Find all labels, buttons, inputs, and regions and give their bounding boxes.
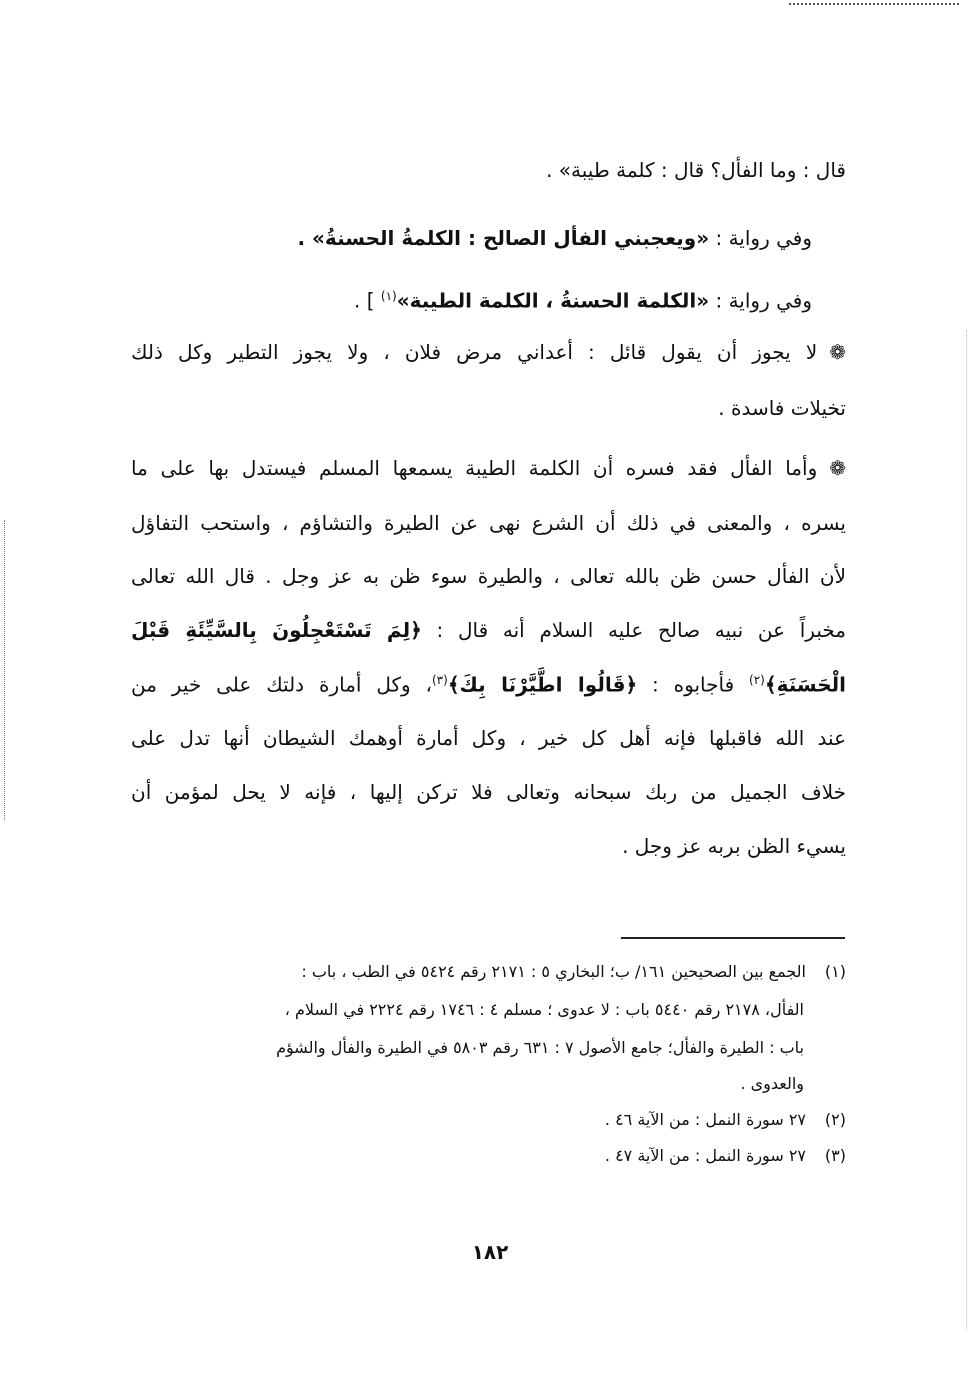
footnote-1-line-2 <box>285 1002 804 1018</box>
paragraph-text: فأجابوه : <box>637 672 750 697</box>
footnote-ref-1: (١) <box>380 289 397 303</box>
paragraph-text: عند الله فاقبلها فإنه أهل كل خير ، وكل أمارة أوهمك الشيطان أنها تدل على <box>131 726 846 750</box>
paragraph-5-line-6 <box>131 728 846 748</box>
footnote-text: الفأل، ٢١٧٨ رقم ٥٤٤٠ باب : لا عدوى ؛ مسلم ٤ : ١٧٤٦ رقم ٢٢٢٤ في السلام ، <box>284 1000 804 1019</box>
paragraph-text: يسيء الظن بربه عز وجل . <box>622 834 846 858</box>
footnote-number: (٢) <box>824 1110 846 1129</box>
footnote-text: الجمع بين الصحيحين ١٦١/ ب؛ البخاري ٥ : ٢١٧١ رقم ٥٤٢٤ في الطب ، باب : <box>301 962 806 981</box>
footnote-3 <box>605 1148 846 1164</box>
footnote-number: (٣) <box>824 1146 846 1165</box>
quran-verse: ﴿قَالُوا اطَّيَّرْنَا بِكَ﴾ <box>447 672 638 697</box>
riwaya-line-2 <box>354 290 812 311</box>
footnote-1-line-4 <box>740 1076 804 1092</box>
paragraph-5-line-4 <box>131 620 846 640</box>
bracket-end: ] . <box>354 288 381 313</box>
riwaya-line-1 <box>297 228 812 248</box>
bullet-icon: ❁ <box>829 340 846 364</box>
scan-artifact-top <box>789 3 959 5</box>
riwaya-quote: «ويعجبني الفأل الصالح : الكلمةُ الحسنةُ» . <box>297 226 710 250</box>
riwaya-quote: «الكلمة الحسنةُ ، الكلمة الطيبة» <box>396 288 710 313</box>
footnote-2 <box>605 1112 846 1128</box>
paragraph-5-line-1 <box>131 458 846 478</box>
footnote-ref-2: (٢) <box>749 673 765 687</box>
footnote-ref-3: (٣) <box>431 673 448 687</box>
footnote-1-line-3 <box>276 1040 804 1056</box>
paragraph-5-line-2 <box>131 513 846 533</box>
paragraph-text: خلاف الجميل من ربك سبحانه وتعالى فلا تركن إليها ، فإنه لا يحل لمؤمن أن <box>131 780 846 804</box>
paragraph-text: يسره ، والمعنى في ذلك أن الشرع نهى عن الطيرة والتشاؤم ، واستحب التفاؤل <box>131 511 846 535</box>
hadith-text: قال : وما الفأل؟ قال : كلمة طيبة» . <box>546 158 846 182</box>
paragraph-text: مخبراً عن نبيه صالح عليه السلام أنه قال : <box>421 618 846 642</box>
footnote-text: باب : الطيرة والفأل؛ جامع الأصول ٧ : ٦٣١ رقم ٥٨٠٣ في الطيرة والفأل والشؤم <box>276 1038 804 1057</box>
paragraph-text: لا يجوز أن يقول قائل : أعداني مرض فلان ، ولا يجوز التطير وكل ذلك <box>131 340 818 364</box>
footnote-text: ٢٧ سورة النمل : من الآية ٤٧ . <box>604 1146 806 1165</box>
riwaya-prefix: وفي رواية : <box>709 288 812 313</box>
paragraph-text: لأن الفأل حسن ظن بالله تعالى ، والطيرة سوء ظن به عز وجل . قال الله تعالى <box>131 564 846 588</box>
paragraph-text: وأما الفأل فقد فسره أن الكلمة الطيبة يسمعها المسلم فيستدل بها على ما <box>131 456 818 480</box>
footnote-1-line-1 <box>301 964 846 980</box>
paragraph-5-line-5 <box>131 674 846 695</box>
quran-verse: ﴿لِمَ تَسْتَعْجِلُونَ بِالسَّيِّئَةِ قَبْلَ <box>131 618 422 642</box>
paragraph-5-line-8 <box>131 836 846 856</box>
paragraph-4-line-1 <box>131 342 846 362</box>
paragraph-5-line-7 <box>131 782 846 802</box>
footnote-text: ٢٧ سورة النمل : من الآية ٤٦ . <box>604 1110 806 1129</box>
scan-artifact-left <box>4 520 5 820</box>
footnote-text: والعدوى . <box>740 1074 804 1093</box>
riwaya-prefix: وفي رواية : <box>709 226 812 250</box>
paragraph-4-line-2 <box>131 398 846 418</box>
paragraph-text: تخيلات فاسدة . <box>718 396 846 420</box>
page-number: ١٨٢ <box>471 1240 509 1264</box>
hadith-line-1 <box>546 160 846 180</box>
footnote-number: (١) <box>824 962 846 981</box>
footnote-separator <box>621 937 845 939</box>
quran-verse: الْحَسَنَةِ﴾ <box>764 672 846 697</box>
scan-artifact-right <box>966 330 967 1330</box>
bullet-icon: ❁ <box>829 456 846 480</box>
paragraph-text: ، وكل أمارة دلتك على خير من <box>131 672 432 697</box>
paragraph-5-line-3 <box>131 566 846 586</box>
